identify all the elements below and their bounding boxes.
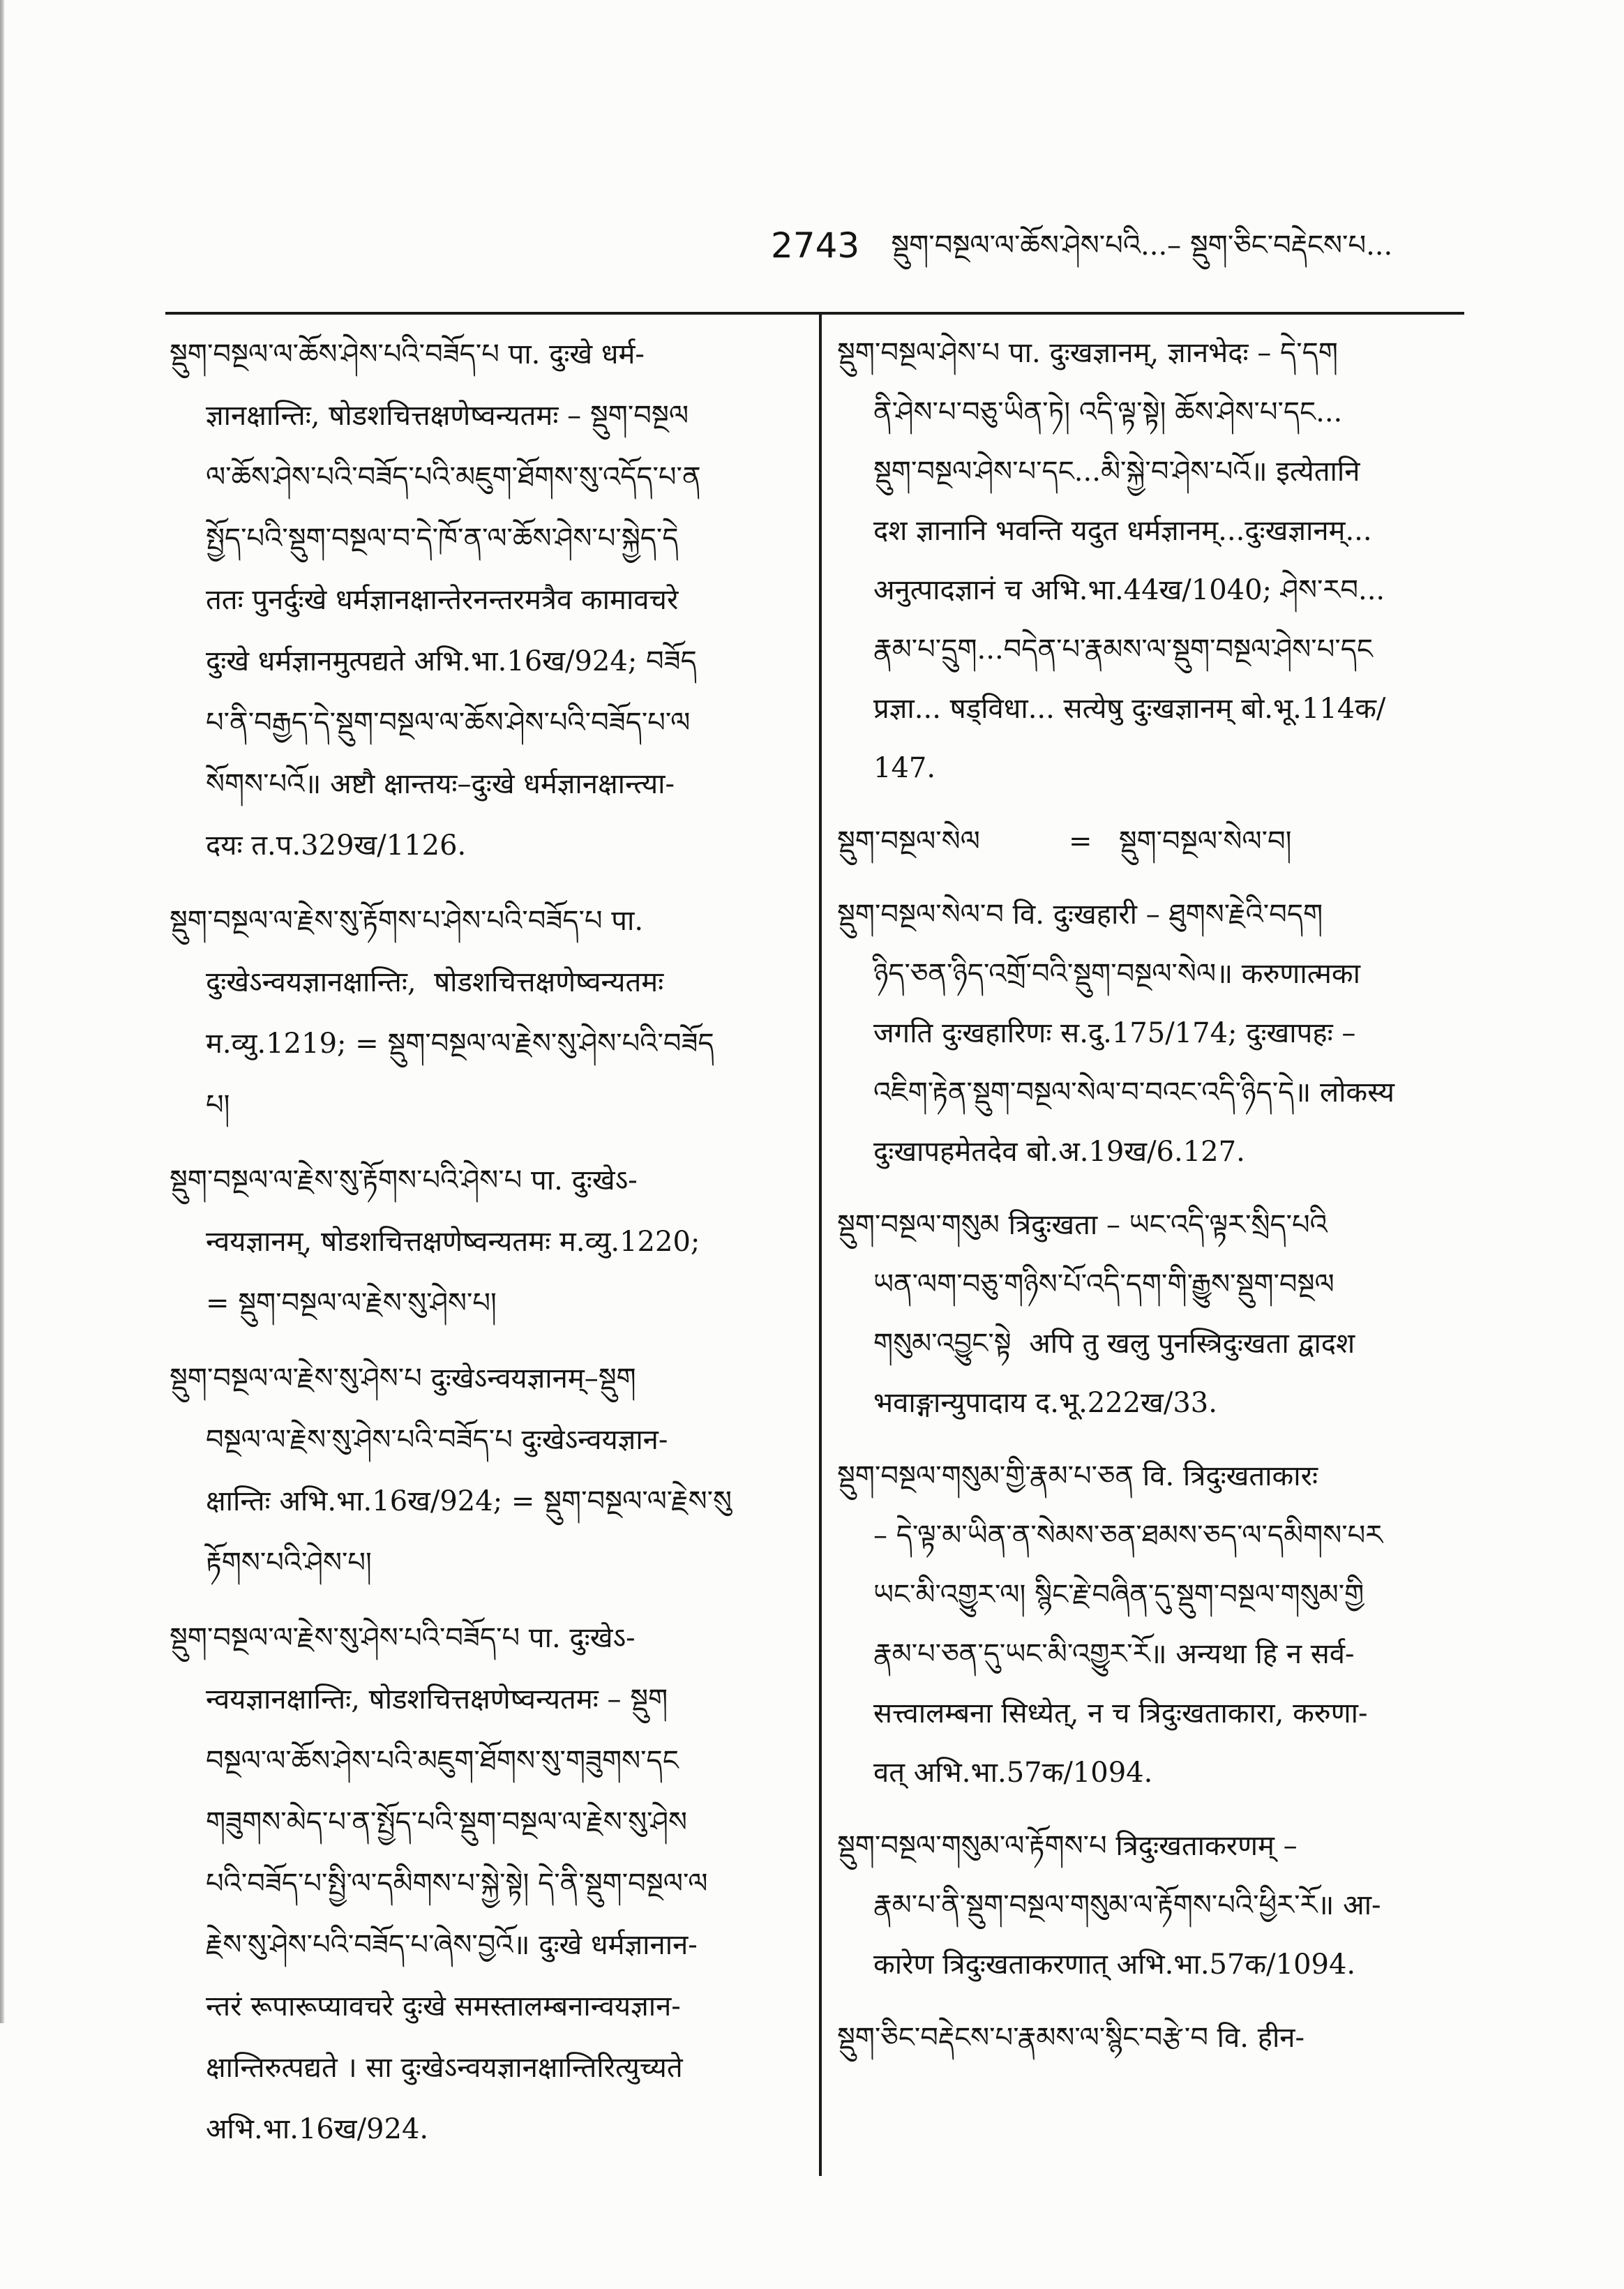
entry-line: जगति दुःखहारिणः स.दु.175/174; दुःखापहः – bbox=[873, 1017, 1356, 1049]
header-rule bbox=[165, 312, 1464, 315]
entry-line: འཇིག་རྟེན་སྡུག་བསྔལ་སེལ་བ་བའང་འདི་ཉིད་དེ॥ लोकस्य bbox=[873, 1076, 1394, 1109]
entry-line: सत्त्वालम्बना सिध्येत्, न च त्रिदुःखताकारा, करुणा- bbox=[873, 1697, 1368, 1729]
entry-line: म.व्यु.1219; = སྡུག་བསྔལ་ལ་རྗེས་སུ་ཤེས་པའི་བཟོད bbox=[206, 1028, 714, 1060]
entry-line: न्तरं रूपारूप्यावचरे दुःखे समस्तालम्बनान्वयज्ञान- bbox=[206, 1990, 681, 2022]
left-column bbox=[170, 324, 808, 2207]
entry-line: ज्ञानक्षान्तिः, षोडशचित्तक्षणेष्वन्यतमः – སྡུག་བསྔལ bbox=[206, 400, 689, 432]
entry-line: པ་ནི་བརྒྱད་དེ་སྡུག་བསྔལ་ལ་ཆོས་ཤེས་པའི་བཟོད་པ་ལ bbox=[206, 707, 691, 739]
entry-headword-line: སྡུག་བསྔལ་ལ་ཆོས་ཤེས་པའི་བཟོད་པ पा. दुःखे धर्म- bbox=[170, 338, 645, 370]
entry-headword-line: སྡུག་བསྔལ་སེལ = སྡུག་བསྔལ་སེལ་བ། bbox=[837, 825, 1292, 857]
entry-headword-line: སྡུག་ཅིང་བརྡེངས་པ་རྣམས་ལ་སྙིང་བརྩེ་བ वि. हीन- bbox=[837, 2022, 1305, 2054]
entry-line: སྡུག་བསྔལ་ཤེས་པ་དང...མི་སྐྱེ་བ་ཤེས་པའོ॥ इत्येतानि bbox=[873, 456, 1360, 488]
entry-line: कारेण त्रिदुःखताकरणात् अभि.भा.57क/1094. bbox=[873, 1949, 1356, 1981]
column-divider bbox=[819, 313, 822, 2176]
entry-line: ཉིད་ཅན་ཉིད་འགྲོ་བའི་སྡུག་བསྔལ་སེལ॥ करुणात्मका bbox=[873, 958, 1360, 990]
dictionary-entry bbox=[170, 890, 808, 1136]
entry-line: अनुत्पादज्ञानं च अभि.भा.44ख/1040; ཤེས་རབ... bbox=[873, 574, 1385, 606]
entry-line: སོགས་པའོ॥ अष्टौ क्षान्तयः–दुःखे धर्मज्ञानक्षान्त्या- bbox=[206, 768, 675, 800]
entry-line: པ། bbox=[206, 1089, 230, 1121]
dictionary-entry bbox=[837, 1817, 1465, 1995]
entry-line: भवाङ्गान्युपादाय द.भू.222ख/33. bbox=[873, 1387, 1217, 1419]
entry-line: བསྔལ་ལ་ཆོས་ཤེས་པའི་མཇུག་ཐོགས་སུ་གཟུགས་དང bbox=[206, 1745, 679, 1777]
entry-line: 147. bbox=[873, 752, 936, 784]
entry-line: दयः त.प.329ख/1126. bbox=[206, 830, 467, 862]
entry-line: ཡན་ལག་བཅུ་གཉིས་པོ་འདི་དག་གི་རྒྱུས་སྡུག་བསྔལ bbox=[873, 1268, 1334, 1300]
entry-line: པའི་བཟོད་པ་སྤྱི་ལ་དམིགས་པ་སྐྱེ་སྟེ། དེ་ནི་སྡུག་བསྔལ་ལ bbox=[206, 1868, 708, 1900]
entry-line: རྣམ་པ་དྲུག...བདེན་པ་རྣམས་ལ་སྡུག་བསྔལ་ཤེས་པ་དང bbox=[873, 633, 1373, 666]
dictionary-entry bbox=[170, 1348, 808, 1593]
running-head: སྡུག་བསྔལ་ལ་ཆོས་ཤེས་པའི...– སྡུག་ཅིང་བརྡེངས་པ... bbox=[891, 230, 1393, 262]
dictionary-entry bbox=[170, 1607, 808, 2160]
entry-line: अभि.भा.16ख/924. bbox=[206, 2113, 429, 2145]
entry-line: क्षान्तिः अभि.भा.16ख/924; = སྡུག་བསྔལ་ལ་རྗེས་སུ bbox=[206, 1485, 732, 1517]
entry-line: प्रज्ञा... षड्विधा... सत्येषु दुःखज्ञानम् बो.भू.114क/ bbox=[873, 693, 1386, 725]
entry-headword-line: སྡུག་བསྔལ་ལ་རྗེས་སུ་ཤེས་པ दुःखेऽन्वयज्ञानम्–སྡུག bbox=[170, 1363, 636, 1395]
entry-headword-line: སྡུག་བསྔལ་ལ་རྗེས་སུ་རྟོགས་པའི་ཤེས་པ पा. दुःखेऽ- bbox=[170, 1164, 638, 1196]
dictionary-entry bbox=[837, 324, 1465, 798]
entry-line: གསུམ་འབྱུང་སྟེ अपि तु खलु पुनस्त्रिदुःखता द्वादश bbox=[873, 1328, 1355, 1360]
entry-line: ལ་ཆོས་ཤེས་པའི་བཟོད་པའི་མཇུག་ཐོགས་སུ་འདོད་པ་ན bbox=[206, 461, 701, 493]
dictionary-entry bbox=[170, 324, 808, 876]
entry-headword-line: སྡུག་བསྔལ་གསུམ त्रिदुःखता – ཡང་འདི་ལྟར་སྲིད་པའི bbox=[837, 1209, 1328, 1241]
dictionary-entry bbox=[837, 885, 1465, 1182]
entry-line: क्षान्तिरुत्पद्यते । सा दुःखेऽन्वयज्ञानक्षान्तिरित्युच्यते bbox=[206, 2052, 683, 2084]
entry-line: གཟུགས་མེད་པ་ན་སྤྱོད་པའི་སྡུག་བསྔལ་ལ་རྗེས་སུ་ཤེས bbox=[206, 1806, 687, 1838]
entry-line: རྗེས་སུ་ཤེས་པའི་བཟོད་པ་ཞེས་བྱའོ॥ दुःखे धर्मज्ञानान- bbox=[206, 1929, 698, 1961]
entry-line: སྤྱོད་པའི་སྡུག་བསྔལ་བ་དེ་ཁོ་ན་ལ་ཆོས་ཤེས་པ་སྐྱེད་དེ bbox=[206, 523, 679, 555]
entry-headword-line: སྡུག་བསྔལ་ལ་རྗེས་སུ་ཤེས་པའི་བཟོད་པ पा. दुःखेऽ- bbox=[170, 1622, 636, 1654]
entry-line: न्वयज्ञानम्, षोडशचित्तक्षणेष्वन्यतमः म.व्यु.1220; bbox=[206, 1226, 700, 1258]
entry-line: वत् अभि.भा.57क/1094. bbox=[873, 1757, 1153, 1789]
entry-headword-line: སྡུག་བསྔལ་གསུམ་ལ་རྟོགས་པ त्रिदुःखताकरणम् – bbox=[837, 1830, 1298, 1862]
dictionary-entry bbox=[837, 812, 1465, 871]
entry-line: दुःखापहमेतदेव बो.अ.19ख/6.127. bbox=[873, 1136, 1245, 1168]
scan-edge-shadow bbox=[0, 0, 5, 2023]
entry-headword-line: སྡུག་བསྔལ་སེལ་བ वि. दुःखहारी – ཐུགས་རྗེའི་བདག bbox=[837, 899, 1323, 931]
entry-line: न्वयज्ञानक्षान्तिः, षोडशचित्तक्षणेष्वन्यतमः – སྡུག bbox=[206, 1683, 668, 1716]
entry-line: – དེ་ལྟ་མ་ཡིན་ན་སེམས་ཅན་ཐམས་ཅད་ལ་དམིགས་པར bbox=[873, 1519, 1383, 1552]
right-column bbox=[837, 324, 1465, 2207]
entry-line: ततः पुनर्दुःखे धर्मज्ञानक्षान्तेरनन्तरमत्रैव कामावचरे bbox=[206, 584, 679, 616]
entry-line: दुःखे धर्मज्ञानमुत्पद्यते अभि.भा.16ख/924; བཟོད bbox=[206, 645, 697, 677]
entry-line: རྣམ་པ་ཅན་དུ་ཡང་མི་འགྱུར་རོ॥ अन्यथा हि न सर्व- bbox=[873, 1638, 1355, 1670]
dictionary-entry bbox=[837, 1447, 1465, 1803]
page-header bbox=[771, 218, 1468, 273]
entry-line: ནི་ཤེས་པ་བཅུ་ཡིན་ཏེ། འདི་ལྟ་སྟེ། ཆོས་ཤེས་པ་དང... bbox=[873, 396, 1343, 428]
entry-line: दुःखेऽन्वयज्ञानक्षान्तिः, षोडशचित्तक्षणेष्वन्यतमः bbox=[206, 966, 664, 998]
entry-line: རྣམ་པ་ནི་སྡུག་བསྔལ་གསུམ་ལ་རྟོགས་པའི་ཕྱིར་རོ॥ आ- bbox=[873, 1889, 1381, 1921]
entry-line: བསྔལ་ལ་རྗེས་སུ་ཤེས་པའི་བཟོད་པ दुःखेऽन्वयज्ञान- bbox=[206, 1424, 668, 1456]
entry-headword-line: སྡུག་བསྔལ་གསུམ་གྱི་རྣམ་པ་ཅན वि. त्रिदुःखताकारः bbox=[837, 1460, 1318, 1492]
dictionary-entry bbox=[170, 1150, 808, 1334]
entry-line: = སྡུག་བསྔལ་ལ་རྗེས་སུ་ཤེས་པ། bbox=[206, 1287, 497, 1319]
entry-headword-line: སྡུག་བསྔལ་ཤེས་པ पा. दुःखज्ञानम्, ज्ञानभेदः – དེ་དག bbox=[837, 337, 1338, 369]
entry-line: दश ज्ञानानि भवन्ति यदुत धर्मज्ञानम्...दुःखज्ञानम्... bbox=[873, 515, 1372, 547]
dictionary-entry bbox=[837, 2009, 1465, 2068]
entry-line: རྟོགས་པའི་ཤེས་པ། bbox=[206, 1547, 372, 1579]
entry-line: ཡང་མི་འགྱུར་ལ། སྙིང་རྗེ་བཞིན་དུ་སྡུག་བསྔལ་གསུམ་གྱི bbox=[873, 1579, 1364, 1611]
dictionary-entry bbox=[837, 1196, 1465, 1433]
page-number: 2743 bbox=[771, 225, 860, 266]
entry-headword-line: སྡུག་བསྔལ་ལ་རྗེས་སུ་རྟོགས་པ་ཤེས་པའི་བཟོད་པ पा. bbox=[170, 905, 644, 937]
